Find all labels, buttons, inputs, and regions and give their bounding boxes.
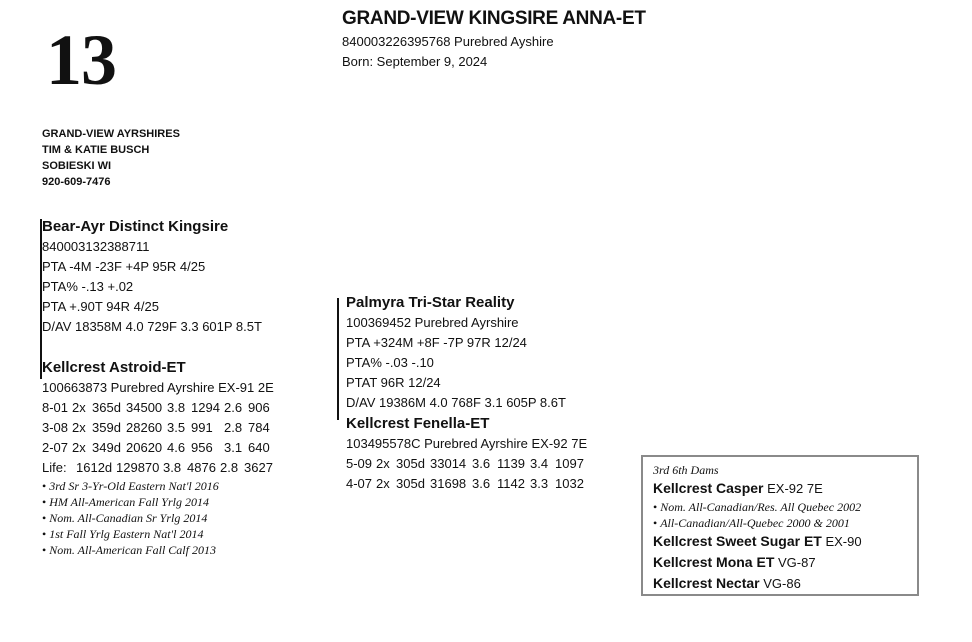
dam-record-row: 2-07 2x 349d 20620 4.6 956 3.1 640 xyxy=(42,440,270,455)
casper-honors xyxy=(653,499,907,531)
sire-line: PTA +.90T 94R 4/25 xyxy=(42,299,159,314)
sire-line: PTA -4M -23F +4P 95R 4/25 xyxy=(42,259,206,274)
dam-entry xyxy=(653,531,907,552)
dam-entry-score: VG-86 xyxy=(763,576,801,591)
consignor-phone: 920-609-7476 xyxy=(42,176,111,188)
animal-registration: 840003226395768 Purebred Ayshire xyxy=(342,34,554,49)
maternal-grandsire-block xyxy=(346,293,566,413)
maternal-grandsire-line: D/AV 19386M 4.0 768F 3.1 605P 8.6T xyxy=(346,395,566,410)
dams-box xyxy=(641,455,919,596)
honor-item: • 3rd Sr 3-Yr-Old Eastern Nat'l 2016 xyxy=(42,478,278,494)
granddam-name: Kellcrest Fenella-ET xyxy=(346,415,490,432)
honor-item: • 1st Fall Yrlg Eastern Nat'l 2014 xyxy=(42,526,278,542)
dam-registration: 100663873 Purebred Ayrshire EX-91 2E xyxy=(42,380,274,395)
dam-name: Kellcrest Astroid-ET xyxy=(42,359,186,376)
lot-number: 13 xyxy=(46,20,116,100)
granddam-block xyxy=(346,414,587,494)
animal-name: GRAND-VIEW KINGSIRE ANNA-ET xyxy=(342,8,646,29)
sire-line: D/AV 18358M 4.0 729F 3.3 601P 8.5T xyxy=(42,319,262,334)
dam-entry-score: VG-87 xyxy=(778,555,816,570)
honor-item: • HM All-American Fall Yrlg 2014 xyxy=(42,494,278,510)
dam-entry-name: Kellcrest Nectar xyxy=(653,575,760,591)
dam-entry-name: Kellcrest Sweet Sugar ET xyxy=(653,533,822,549)
sire-name: Bear-Ayr Distinct Kingsire xyxy=(42,218,229,235)
maternal-grandsire-name: Palmyra Tri-Star Reality xyxy=(346,294,515,311)
honor-item: • Nom. All-Canadian/Res. All Quebec 2002 xyxy=(653,499,907,515)
consignor-owners: TIM & KATIE BUSCH xyxy=(42,144,150,156)
consignor-info xyxy=(42,126,180,190)
granddam-registration: 103495578C Purebred Ayrshire EX-92 7E xyxy=(346,436,588,451)
honor-item: • All-Canadian/All-Quebec 2000 & 2001 xyxy=(653,515,907,531)
granddam-record-row: 5-09 2x 305d 33014 3.6 1139 3.4 1097 xyxy=(346,456,584,471)
dam-lifetime-record: Life: 1612d 129870 3.8 4876 2.8 3627 xyxy=(42,460,273,475)
granddam-record-row: 4-07 2x 305d 31698 3.6 1142 3.3 1032 xyxy=(346,476,584,491)
maternal-side-bracket xyxy=(337,298,339,420)
maternal-grandsire-line: 100369452 Purebred Ayrshire xyxy=(346,315,519,330)
maternal-grandsire-line: PTAT 96R 12/24 xyxy=(346,375,441,390)
dam-block xyxy=(42,358,278,558)
consignor-farm: GRAND-VIEW AYRSHIRES xyxy=(42,128,180,140)
dam-entry-score: EX-90 xyxy=(825,534,862,549)
consignor-city: SOBIESKI WI xyxy=(42,160,112,172)
sire-block xyxy=(42,217,262,337)
honor-item: • Nom. All-American Fall Calf 2013 xyxy=(42,542,278,558)
dam-entry-score: EX-92 7E xyxy=(767,481,823,496)
dams-box-header: 3rd 6th Dams xyxy=(653,463,719,477)
animal-birthdate: Born: September 9, 2024 xyxy=(342,54,488,69)
dam-entry-name: Kellcrest Casper xyxy=(653,480,764,496)
maternal-grandsire-line: PTA +324M +8F -7P 97R 12/24 xyxy=(346,335,527,350)
sire-line: 840003132388711 xyxy=(42,239,150,254)
dam-entry xyxy=(653,552,907,573)
maternal-grandsire-line: PTA% -.03 -.10 xyxy=(346,355,434,370)
dam-record-row: 3-08 2x 359d 28260 3.5 991 2.8 784 xyxy=(42,420,270,435)
dam-entry xyxy=(653,478,907,499)
sire-line: PTA% -.13 +.02 xyxy=(42,279,134,294)
dam-honors xyxy=(42,478,278,558)
dam-entry-name: Kellcrest Mona ET xyxy=(653,554,775,570)
dam-record-row: 8-01 2x 365d 34500 3.8 1294 2.6 906 xyxy=(42,400,270,415)
dam-entry xyxy=(653,573,907,594)
honor-item: • Nom. All-Canadian Sr Yrlg 2014 xyxy=(42,510,278,526)
